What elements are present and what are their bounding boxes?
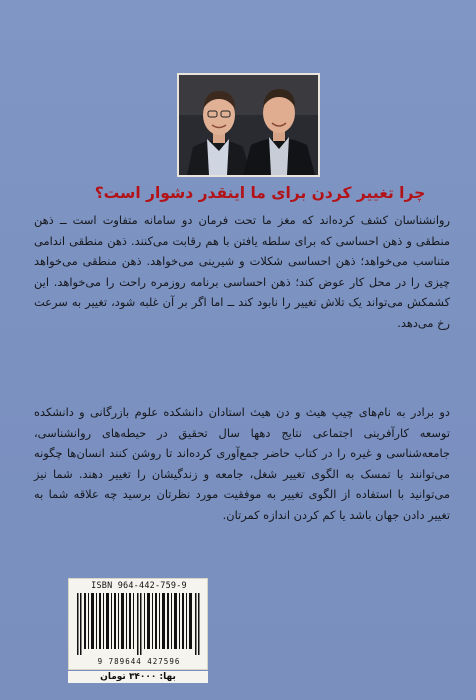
- barcode-label: [68, 578, 208, 670]
- description-paragraph-2: دو برادر به نام‌های چیپ هیث و دن هیث استادان دانشکده علوم بازرگانی و دانشکده توسعه کارآفرینی اجتماعی نتایج دهها سال تحقیق در حیطه‌های روانشناسی، جامعه‌شناسی و غیره را در کتاب حاضر جمع‌آوری کرده‌اند تا روشن کنند انسان‌ها چگونه می‌توانند با تمسک به الگوی تغییر شغل، جامعه و زندگیشان را تغییر دهند. شما نیز می‌توانید با استفاده از الگوی تغییر به موفقیت مورد نظرتان برسید چه علاقه شما به تغییر دادن جهان باشد یا کم کردن اندازه کمرتان.: [34, 405, 450, 522]
- description-paragraph-1: روانشناسان کشف کرده‌اند که مغز ما تحت فرمان دو سامانه متفاوت است ــ ذهن منطقی و ذهن احساسی که برای سلطه یافتن با هم رقابت می‌کنند. ذهن منطقی اندامی متناسب می‌خواهد؛ ذهن احساسی شکلات و شیرینی می‌خواهد. ذهن منطقی می‌خواهد چیزی را در محل کار عوض کند؛ ذهن احساسی برنامه روزمره راحت را می‌خواهد. این کشمکش می‌تواند یک تلاش تغییر را نابود کند ــ اما اگر بر آن غلبه شود، تغییر به سرعت رخ می‌دهد.: [34, 213, 450, 330]
- isbn-number: ISBN 964-442-759-9: [91, 581, 187, 591]
- barcode-number: 9 789644 427596: [97, 657, 181, 666]
- authors-photo: [177, 73, 320, 177]
- book-question-heading: چرا تغییر کردن برای ما اینقدر دشوار است؟: [94, 184, 426, 202]
- price-label: بها: ۳۴۰۰۰ تومان: [68, 671, 208, 683]
- barcode-icon: [77, 593, 201, 655]
